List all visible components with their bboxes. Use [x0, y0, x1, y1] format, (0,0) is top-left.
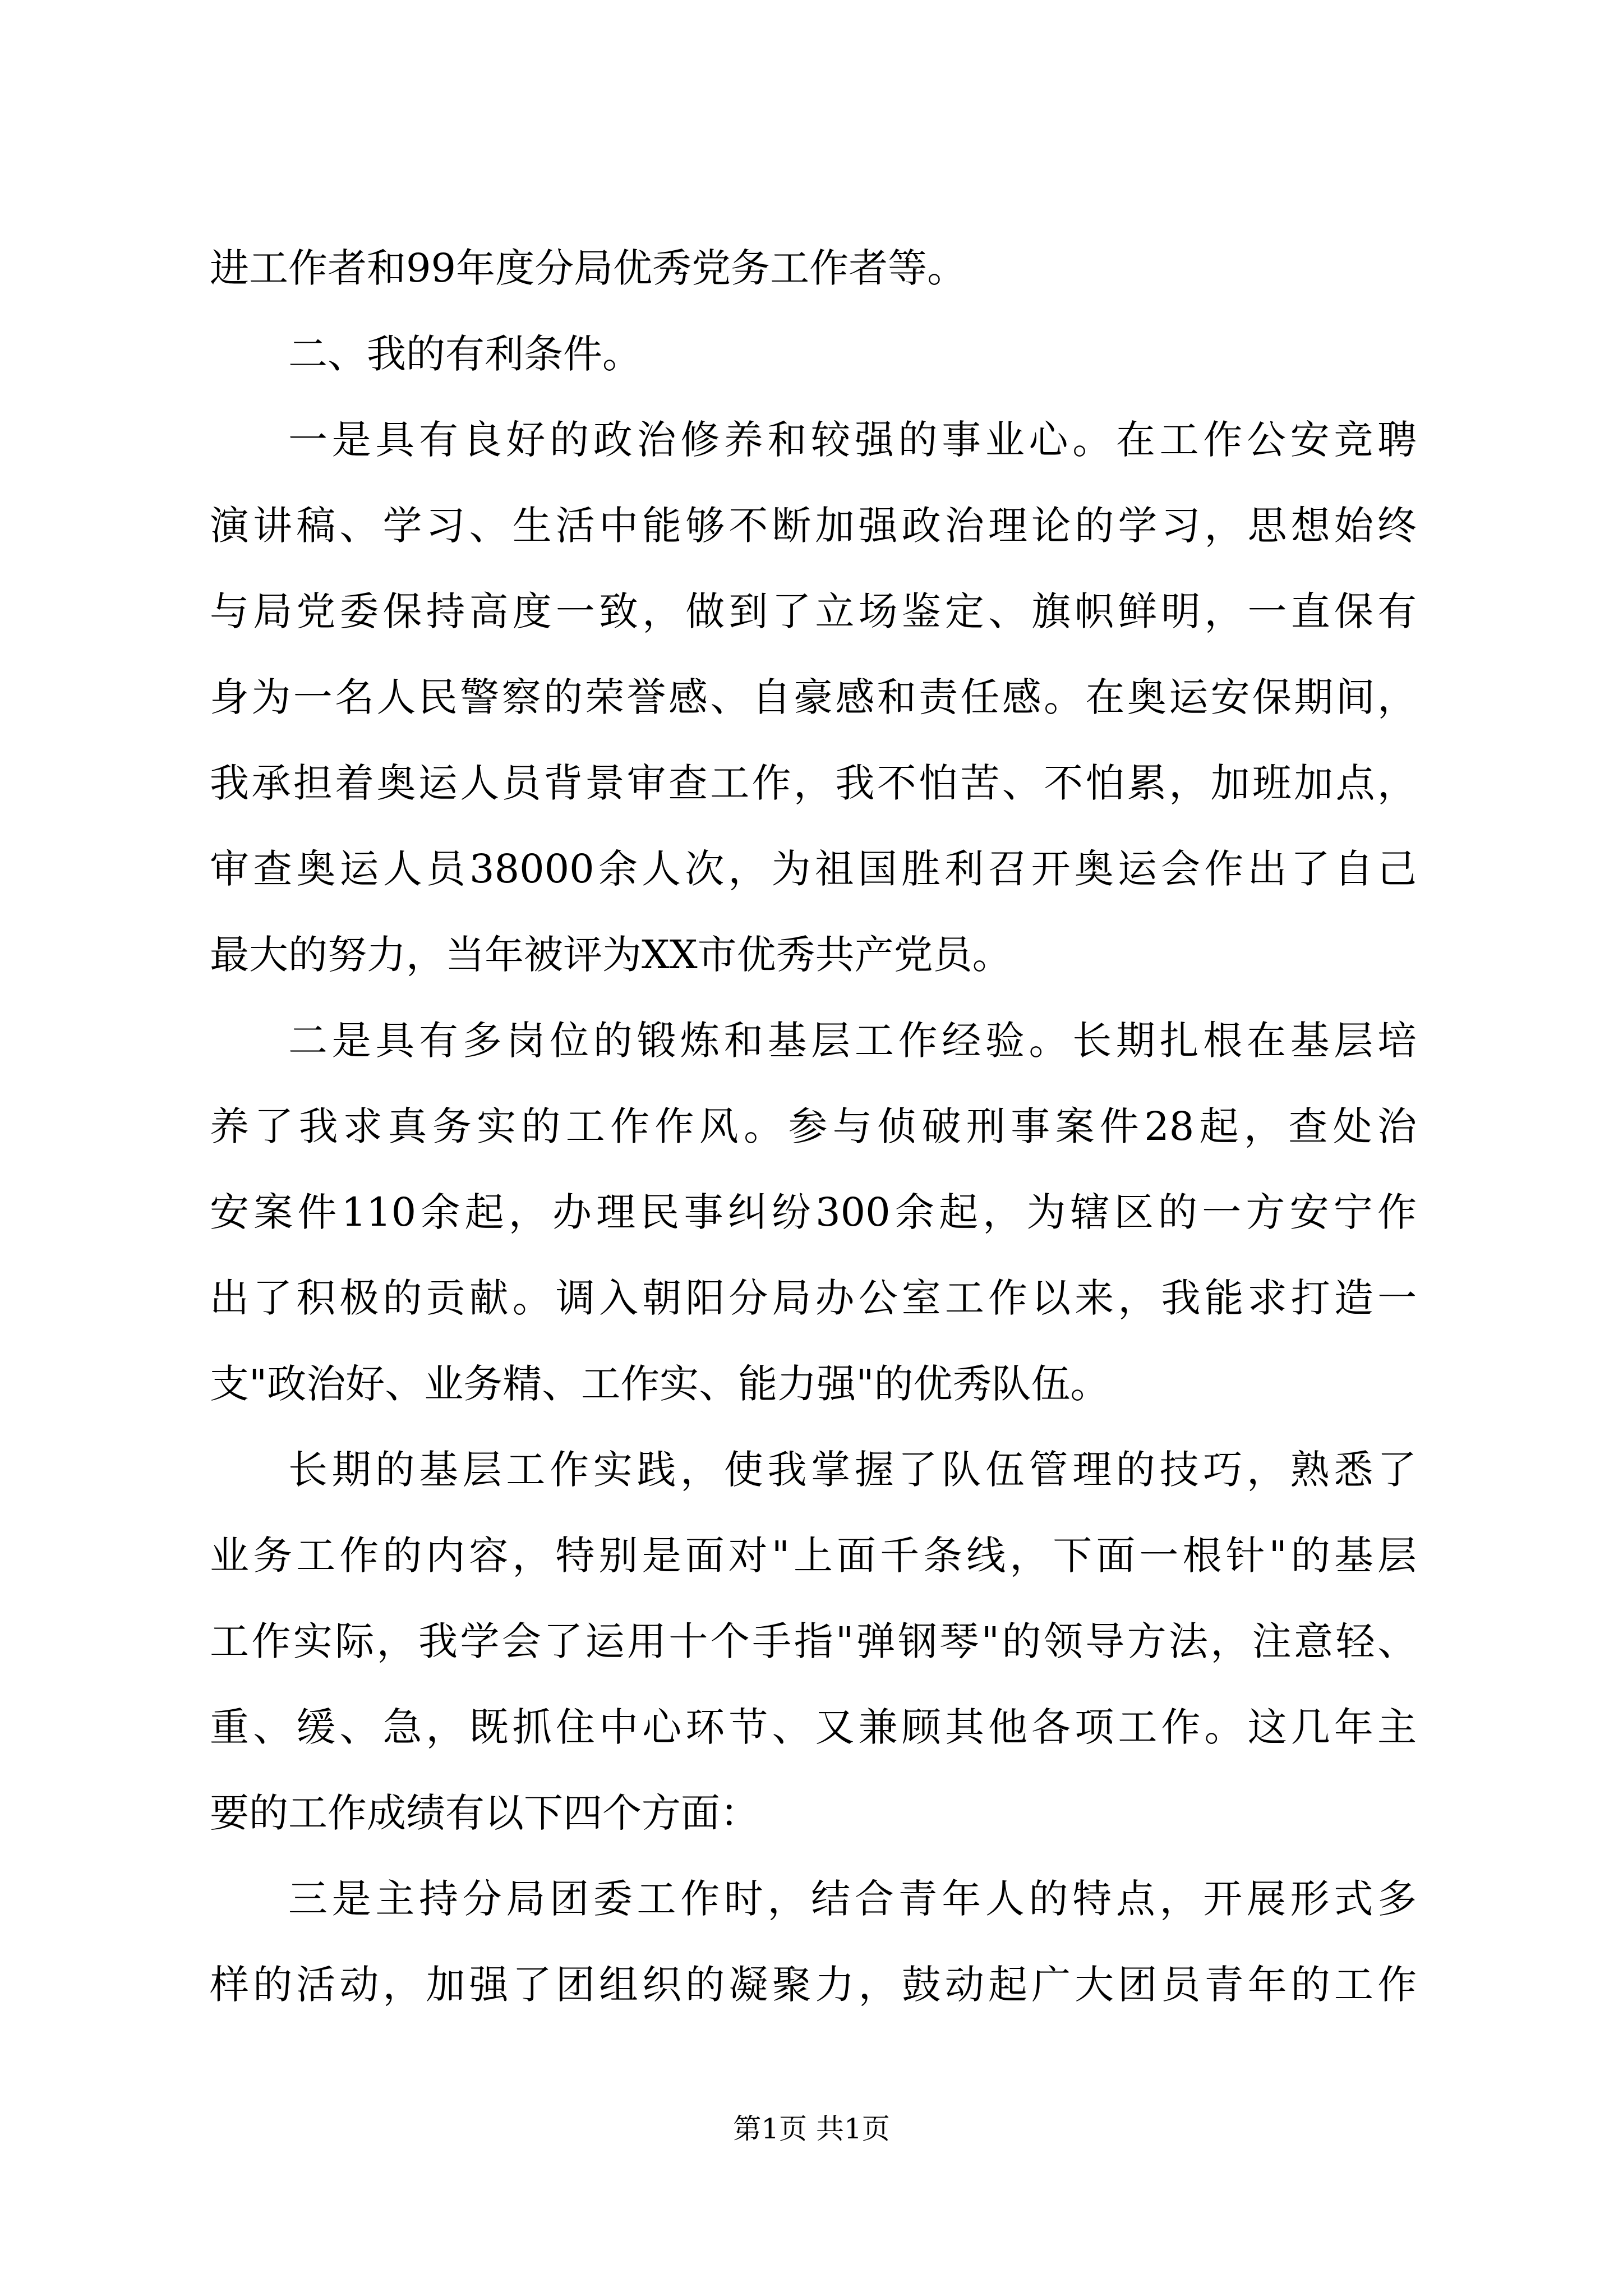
text-line: 重、缓、急，既抓住中心环节、又兼顾其他各项工作。这几年主 [210, 1704, 1417, 1750]
text-line: 身为一名人民警察的荣誉感、自豪感和责任感。在奥运安保期间， [210, 674, 1417, 720]
text-line: 二是具有多岗位的锻炼和基层工作经验。长期扎根在基层培 [288, 1018, 1417, 1064]
text-line: 支"政治好、业务精、工作实、能力强"的优秀队伍。 [210, 1361, 1110, 1407]
section-heading: 二、我的有利条件。 [288, 331, 642, 377]
text-line: 工作实际，我学会了运用十个手指"弹钢琴"的领导方法，注意轻、 [210, 1618, 1417, 1664]
text-line: 审查奥运人员38000余人次，为祖国胜利召开奥运会作出了自己 [210, 846, 1417, 892]
text-line: 养了我求真务实的工作作风。参与侦破刑事案件28起，查处治 [210, 1103, 1417, 1149]
text-line: 出了积极的贡献。调入朝阳分局办公室工作以来，我能求打造一 [210, 1275, 1417, 1321]
text-line: 一是具有良好的政治修养和较强的事业心。在工作公安竞聘 [288, 417, 1417, 463]
text-line: 演讲稿、学习、生活中能够不断加强政治理论的学习，思想始终 [210, 503, 1417, 549]
text-line: 样的活动，加强了团组织的凝聚力，鼓动起广大团员青年的工作 [210, 1962, 1417, 2008]
text-line: 要的工作成绩有以下四个方面： [210, 1790, 759, 1836]
document-body [210, 226, 1417, 2028]
text-line: 最大的努力，当年被评为XX市优秀共产党员。 [210, 932, 1012, 978]
text-line: 长期的基层工作实践，使我掌握了队伍管理的技巧，熟悉了 [288, 1447, 1417, 1493]
page-number-footer: 第1页 共1页 [733, 2113, 890, 2145]
text-line: 我承担着奥运人员背景审查工作，我不怕苦、不怕累，加班加点， [210, 760, 1417, 806]
text-line: 业务工作的内容，特别是面对"上面千条线，下面一根针"的基层 [210, 1533, 1417, 1579]
text-line: 安案件110余起，办理民事纠纷300余起，为辖区的一方安宁作 [210, 1189, 1417, 1235]
text-line: 与局党委保持高度一致，做到了立场鉴定、旗帜鲜明，一直保有 [210, 588, 1417, 634]
text-line: 进工作者和99年度分局优秀党务工作者等。 [210, 245, 967, 291]
text-line: 三是主持分局团委工作时，结合青年人的特点，开展形式多 [288, 1876, 1417, 1922]
